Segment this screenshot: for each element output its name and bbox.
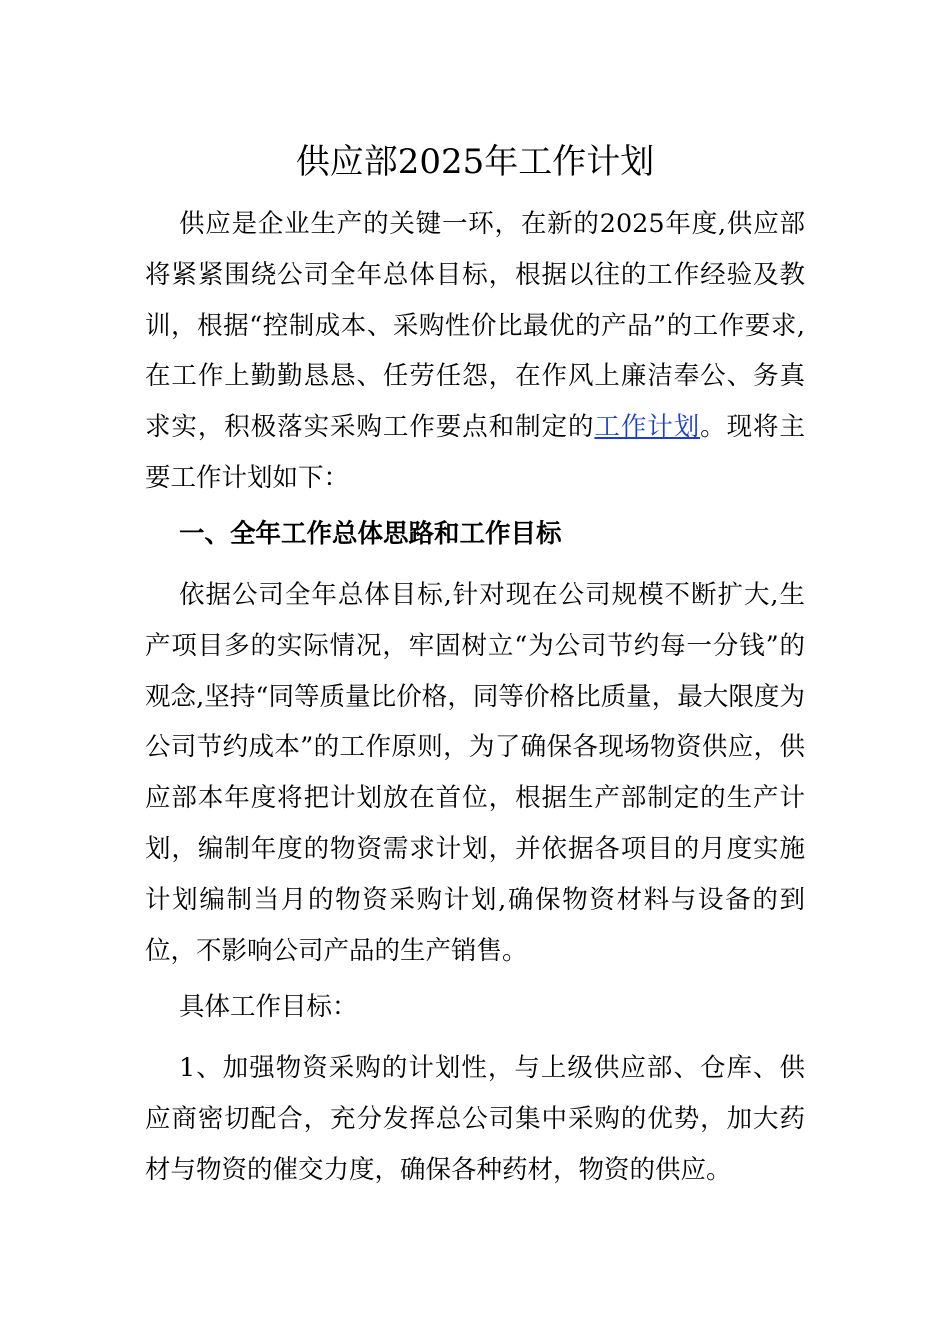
intro-paragraph: [145, 199, 805, 504]
document-title: 供应部2025年工作计划: [295, 142, 655, 182]
intro-text-before-link: 供应是企业生产的关键一环，在新的2025年度,供应部将紧紧围绕公司全年总体目标，根据以往的工作经验及教训，根据“控制成本、采购性价比最优的产品”的工作要求,在工作上勤勤恳恳、任劳任怨，在作风上廉洁奉公、务真求实，积极落实采购工作要点和制定的: [145, 209, 805, 443]
section-heading: 一、全年工作总体思路和工作目标: [179, 519, 562, 549]
targets-label: 具体工作目标：: [179, 992, 358, 1022]
target-item: 1、加强物资采购的计划性，与上级供应部、仓库、供应商密切配合，充分发挥总公司集中采购的优势，加大药材与物资的催交力度，确保各种药材，物资的供应。: [145, 1053, 805, 1185]
work-plan-link[interactable]: 工作计划: [594, 412, 701, 443]
intro-text-after-link: 。现将主要工作计划如下：: [145, 412, 805, 493]
section-paragraph: 依据公司全年总体目标,针对现在公司规模不断扩大,生产项目多的实际情况，牢固树立“为公司节约每一分钱”的观念,坚持“同等质量比价格，同等价格比质量，最大限度为公司节约成本”的工作原则，为了确保各现场物资供应，供应部本年度将把计划放在首位，根据生产部制定的生产计划，编制年度的物资需求计划，并依据各项目的月度实施计划编制当月的物资采购计划,确保物资材料与设备的到位，不影响公司产品的生产销售。: [145, 580, 805, 966]
